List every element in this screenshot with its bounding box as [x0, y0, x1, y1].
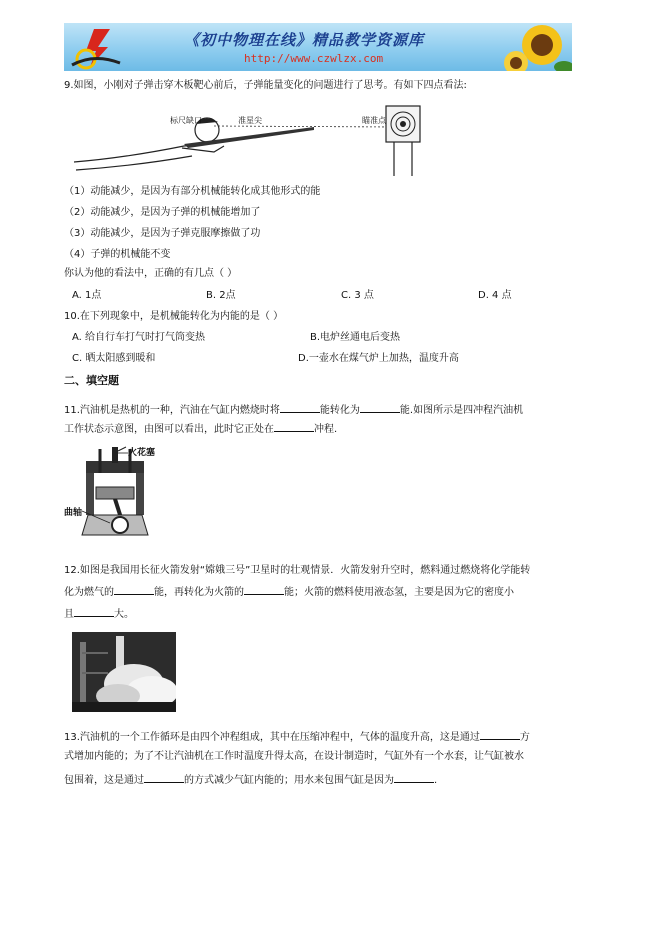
q10-option-b: B.电炉丝通电后变热 [310, 332, 401, 343]
q9-question: 你认为他的看法中，正确的有几点（ ） [64, 268, 238, 279]
q9-statement-2: （2）动能减少，是因为子弹的机械能增加了 [64, 207, 261, 218]
section-fill-in-title: 二、填空题 [64, 374, 119, 387]
q9-figure [64, 100, 424, 180]
q11-text-5: 冲程. [314, 424, 338, 435]
q11-text-3: 能.如图所示是四冲程汽油机 [399, 405, 524, 416]
q10-stem: 10.在下列现象中，是机械能转化为内能的是（ ） [64, 311, 284, 322]
q13-blank-3 [394, 772, 434, 783]
q9-option-a: A. 1点 [72, 290, 102, 301]
rocket-launch-photo [72, 632, 176, 712]
label-aim-point: 瞄准点 [362, 116, 386, 125]
q11-text-2: 能转化为 [319, 405, 360, 416]
rifle-aiming-figure [64, 100, 424, 180]
q12-blank-3 [74, 606, 114, 617]
q9-statement-3: （3）动能减少，是因为子弹克服摩擦做了功 [64, 228, 261, 239]
q13-text-3a: 包围着，这是通过 [64, 775, 144, 786]
q13-blank-1 [480, 729, 520, 740]
q12-line-3 [64, 606, 134, 622]
q13-line-2: 式增加内能的；为了不让汽油机在工作时温度升得太高，在设计制造时，气缸外有一个水套，让气缸被水 [64, 751, 524, 762]
q12-line-1: 12.如图是我国用长征火箭发射“嫦娥三号”卫星时的壮观情景．火箭发射升空时，燃料通过燃烧将化学能转 [64, 565, 531, 576]
q11-blank-1 [280, 402, 320, 413]
q10-option-c: C. 晒太阳感到暖和 [72, 353, 156, 364]
q11-text-4: 工作状态示意图，由图可以看出，此时它正处在 [64, 424, 274, 435]
sunflower-icon [504, 25, 572, 71]
q13-text-3c: . [434, 775, 438, 786]
logo-icon [72, 29, 120, 68]
q11-blank-3 [274, 421, 314, 432]
q9-option-b: B. 2点 [206, 290, 236, 301]
q13-blank-2 [144, 772, 184, 783]
q9-statement-4: （4）子弹的机械能不变 [64, 249, 171, 260]
q12-blank-1 [114, 584, 154, 595]
q13-text-3b: 的方式减少气缸内能的；用水来包围气缸是因为 [184, 775, 394, 786]
banner-url: http://www.czwlzx.com [244, 52, 384, 65]
header-banner [64, 23, 572, 71]
q12-blank-2 [244, 584, 284, 595]
q13-text-1a: 13.汽油机的一个工作循环是由四个冲程组成，其中在压缩冲程中，气体的温度升高，这是通过 [64, 732, 480, 743]
q12-text-2b: 能，再转化为火箭的 [154, 587, 244, 598]
q12-text-3b: 大。 [114, 609, 134, 620]
q11-line-2 [64, 421, 337, 437]
q11-blank-2 [360, 402, 400, 413]
q12-text-2a: 化为燃气的 [64, 587, 114, 598]
q9-option-c: C. 3 点 [341, 290, 374, 301]
gasoline-engine-diagram [64, 443, 194, 543]
engine-figure [64, 443, 194, 543]
q9-stem: 9.如图，小刚对子弹击穿木板靶心前后，子弹能量变化的问题进行了思考。有如下四点看法: [64, 80, 467, 91]
q9-option-d: D. 4 点 [478, 290, 512, 301]
label-front-sight: 准星尖 [238, 116, 262, 125]
q12-text-2c: 能；火箭的燃料使用液态氢，主要是因为它的密度小 [284, 587, 514, 598]
q13-line-1 [64, 729, 530, 745]
label-crankshaft: 曲轴 [64, 508, 83, 518]
label-sight-notch: 标尺缺口 [170, 116, 202, 125]
q12-line-2 [64, 584, 514, 600]
q11-text-1: 11.汽油机是热机的一种，汽油在气缸内燃烧时将 [64, 405, 280, 416]
q13-text-1b: 方 [519, 732, 530, 743]
q13-line-3 [64, 772, 437, 788]
q12-text-3a: 且 [64, 609, 74, 620]
q9-statement-1: （1）动能减少，是因为有部分机械能转化成其他形式的能 [64, 186, 321, 197]
q10-option-a: A. 给自行车打气时打气筒变热 [72, 332, 206, 343]
q11-line-1 [64, 402, 523, 418]
target-board [382, 104, 426, 178]
label-spark-plug: 火花塞 [128, 448, 156, 458]
q10-option-d: D.一壶水在煤气炉上加热，温度升高 [298, 353, 459, 364]
banner-title: 《初中物理在线》精品教学资源库 [184, 31, 425, 49]
target-icon [382, 104, 426, 178]
rocket-launch-image [72, 632, 176, 712]
